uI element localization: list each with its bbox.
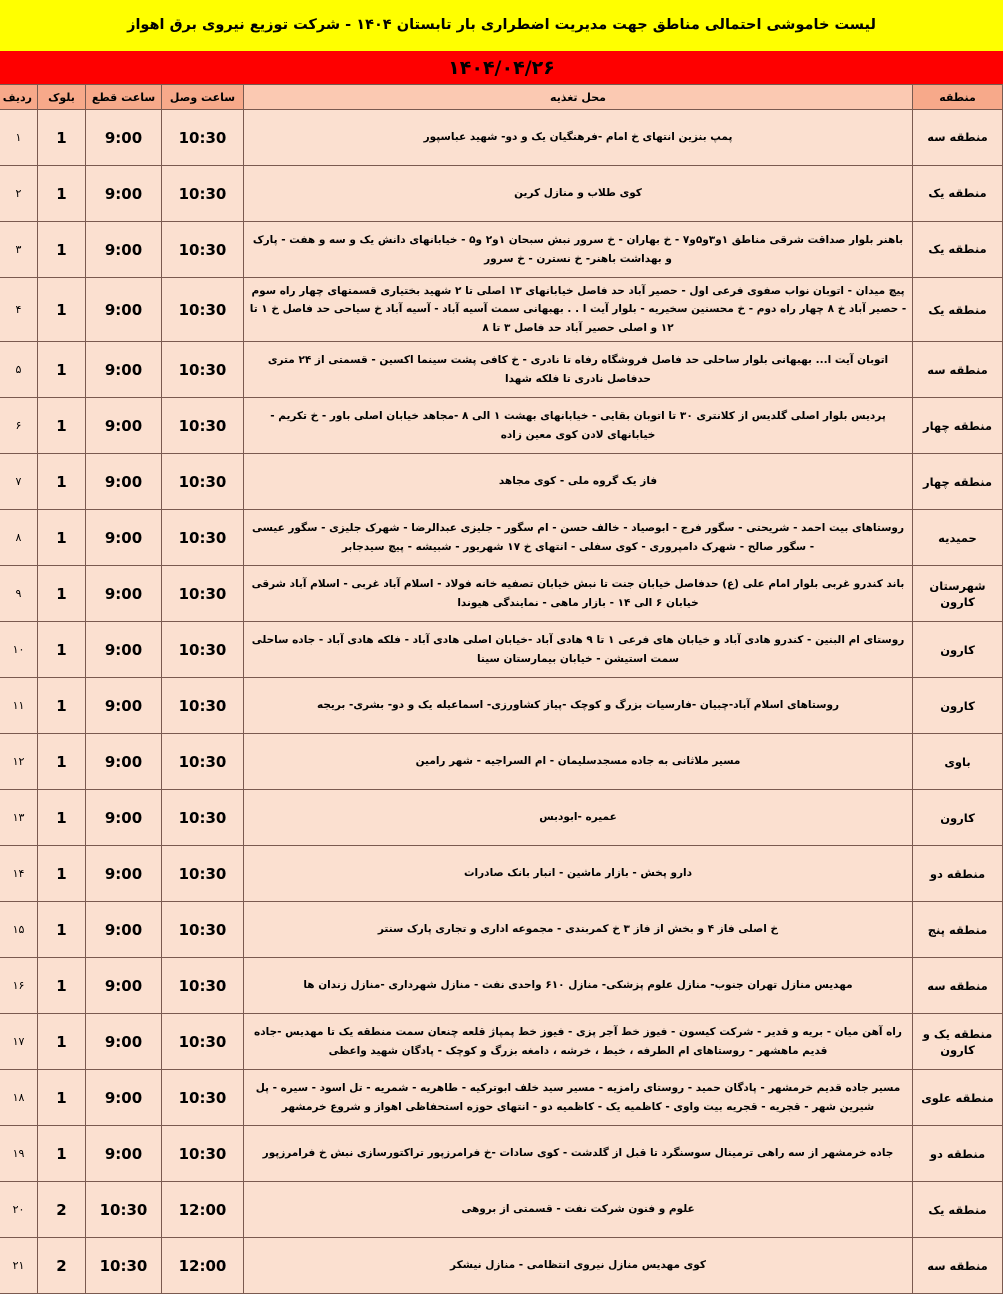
cell-on-time: 10:30: [162, 510, 244, 566]
cell-feed-location: مهدیس منازل تهران جنوب- منازل علوم پزشکی- منازل ۶۱۰ واحدی نفت - منازل شهرداری -منازل زندان ها: [244, 958, 913, 1014]
cell-off-time: 9:00: [86, 454, 162, 510]
cell-feed-location: دارو پخش - بازار ماشین - انبار بانک صادرات: [244, 846, 913, 902]
cell-region: منطقه سه: [913, 958, 1003, 1014]
cell-on-time: 10:30: [162, 398, 244, 454]
table-row: [0, 1070, 1003, 1126]
cell-off-time: 9:00: [86, 734, 162, 790]
column-header-region: منطقه: [913, 85, 1003, 110]
cell-block: 1: [38, 734, 86, 790]
cell-block: 1: [38, 110, 86, 166]
cell-feed-location: مسیر ملاثانی به جاده مسجدسلیمان - ام السراجیه - شهر رامین: [244, 734, 913, 790]
cell-off-time: 9:00: [86, 622, 162, 678]
cell-on-time: 10:30: [162, 958, 244, 1014]
cell-region: شهرستان کارون: [913, 566, 1003, 622]
schedule-date: ۱۴۰۴/۰۴/۲۶: [448, 56, 555, 79]
cell-on-time: 10:30: [162, 734, 244, 790]
cell-row-number: ۱۳: [0, 790, 38, 846]
cell-block: 1: [38, 454, 86, 510]
cell-block: 1: [38, 166, 86, 222]
cell-row-number: ۲۱: [0, 1238, 38, 1294]
cell-feed-location: روستاهای بیت احمد - شریحتی - سگور فرج - ابوصیاد - خالف حسن - ام سگور - جلیزی عبدالرضا - شهرک جلیزی - سگور عیسی - سگور صالح - شهرک دامپروری - کوی سفلی - انتهای خ ۱۷ شهریور - شبیشه - پیچ سیدجابر: [244, 510, 913, 566]
cell-feed-location: اتوبان آیت ا... بهبهانی بلوار ساحلی حد فاصل فروشگاه رفاه تا نادری - خ کافی پشت سینما اکسین - قسمتی از ۲۴ متری حدفاصل نادری تا فلکه شهدا: [244, 342, 913, 398]
cell-row-number: ۱۰: [0, 622, 38, 678]
cell-off-time: 9:00: [86, 678, 162, 734]
table-row: [0, 566, 1003, 622]
date-banner: [0, 51, 1003, 84]
column-header-off-time: ساعت قطع: [86, 85, 162, 110]
table-row: [0, 222, 1003, 278]
cell-row-number: ۱۸: [0, 1070, 38, 1126]
cell-region: منطقه چهار: [913, 398, 1003, 454]
table-row: [0, 1238, 1003, 1294]
cell-on-time: 12:00: [162, 1238, 244, 1294]
cell-region: کارون: [913, 622, 1003, 678]
cell-row-number: ۱۵: [0, 902, 38, 958]
cell-feed-location: روستای ام البنین - کندرو هادی آباد و خیابان های فرعی ۱ تا ۹ هادی آباد -خیابان اصلی هادی آباد - فلکه هادی آباد - جاده ساحلی سمت استیشن - خیابان بیمارستان سینا: [244, 622, 913, 678]
cell-region: کارون: [913, 678, 1003, 734]
cell-block: 1: [38, 1070, 86, 1126]
cell-off-time: 9:00: [86, 958, 162, 1014]
cell-row-number: ۱۶: [0, 958, 38, 1014]
cell-feed-location: خ اصلی فاز ۴ و بخش از فاز ۳ خ کمربندی - مجموعه اداری و تجاری پارک سنتر: [244, 902, 913, 958]
cell-block: 1: [38, 398, 86, 454]
cell-on-time: 10:30: [162, 902, 244, 958]
cell-on-time: 10:30: [162, 278, 244, 342]
cell-block: 1: [38, 342, 86, 398]
cell-off-time: 9:00: [86, 166, 162, 222]
cell-region: منطقه یک: [913, 222, 1003, 278]
title-banner: [0, 0, 1003, 51]
table-row: [0, 958, 1003, 1014]
cell-region: منطقه یک: [913, 278, 1003, 342]
table-row: [0, 110, 1003, 166]
cell-on-time: 10:30: [162, 678, 244, 734]
table-row: [0, 166, 1003, 222]
table-row: [0, 1182, 1003, 1238]
table-header-row: [0, 85, 1003, 110]
table-row: [0, 734, 1003, 790]
cell-region: حمیدیه: [913, 510, 1003, 566]
cell-off-time: 9:00: [86, 902, 162, 958]
cell-feed-location: عمیره -ابودبس: [244, 790, 913, 846]
cell-off-time: 9:00: [86, 342, 162, 398]
cell-block: 1: [38, 958, 86, 1014]
cell-on-time: 10:30: [162, 454, 244, 510]
cell-block: 1: [38, 1126, 86, 1182]
cell-row-number: ۲۰: [0, 1182, 38, 1238]
cell-block: 1: [38, 678, 86, 734]
cell-on-time: 10:30: [162, 342, 244, 398]
cell-region: منطقه دو: [913, 846, 1003, 902]
cell-region: منطقه سه: [913, 1238, 1003, 1294]
cell-block: 1: [38, 278, 86, 342]
cell-row-number: ۷: [0, 454, 38, 510]
cell-off-time: 9:00: [86, 510, 162, 566]
cell-block: 1: [38, 790, 86, 846]
cell-region: منطقه سه: [913, 110, 1003, 166]
table-row: [0, 454, 1003, 510]
cell-block: 1: [38, 566, 86, 622]
cell-off-time: 9:00: [86, 278, 162, 342]
column-header-block: بلوک: [38, 85, 86, 110]
cell-off-time: 9:00: [86, 566, 162, 622]
cell-region: منطقه چهار: [913, 454, 1003, 510]
table-row: [0, 846, 1003, 902]
cell-feed-location: جاده خرمشهر از سه راهی ترمینال سوسنگرد تا قبل از گلدشت - کوی سادات -خ فرامرزپور تراکتورسازی نبش خ فرامرزپور: [244, 1126, 913, 1182]
table-row: [0, 902, 1003, 958]
cell-on-time: 10:30: [162, 846, 244, 902]
cell-row-number: ۳: [0, 222, 38, 278]
cell-block: 2: [38, 1238, 86, 1294]
cell-off-time: 9:00: [86, 222, 162, 278]
cell-off-time: 10:30: [86, 1182, 162, 1238]
cell-off-time: 9:00: [86, 110, 162, 166]
cell-off-time: 9:00: [86, 790, 162, 846]
cell-feed-location: فاز یک گروه ملی - کوی مجاهد: [244, 454, 913, 510]
cell-on-time: 10:30: [162, 166, 244, 222]
cell-region: منطقه یک و کارون: [913, 1014, 1003, 1070]
cell-feed-location: باند کندرو غربی بلوار امام علی (ع) حدفاصل خیابان جنت تا نبش خیابان تصفیه خانه فولاد - اسلام آباد غربی - اسلام آباد شرقی خیابان ۶ الی ۱۴ - بازار ماهی - نمایندگی هیوندا: [244, 566, 913, 622]
cell-row-number: ۱۷: [0, 1014, 38, 1070]
cell-region: منطقه سه: [913, 342, 1003, 398]
cell-region: کارون: [913, 790, 1003, 846]
cell-feed-location: پمپ بنزین انتهای خ امام -فرهنگیان یک و دو- شهید عباسپور: [244, 110, 913, 166]
cell-row-number: ۶: [0, 398, 38, 454]
cell-feed-location: راه آهن میان - بریه و قدیر - شرکت کیسون - فیوز خط آجر پزی - فیوز خط پمپاژ قلعه چنعان سمت منطقه یک تا مهدیس -جاده قدیم ماهشهر - روستاهای ام الطرفه ، خیط ، خرشه ، دامغه بزرگ و کوچک - پادگان شهید واعظی: [244, 1014, 913, 1070]
cell-on-time: 10:30: [162, 1070, 244, 1126]
table-row: [0, 622, 1003, 678]
cell-block: 2: [38, 1182, 86, 1238]
table-row: [0, 1126, 1003, 1182]
table-row: [0, 790, 1003, 846]
cell-region: منطقه یک: [913, 166, 1003, 222]
outage-table: [0, 84, 1003, 1294]
cell-feed-location: کوی طلاب و منازل کرین: [244, 166, 913, 222]
cell-row-number: ۵: [0, 342, 38, 398]
cell-row-number: ۱۹: [0, 1126, 38, 1182]
cell-block: 1: [38, 902, 86, 958]
cell-row-number: ۱۲: [0, 734, 38, 790]
cell-row-number: ۲: [0, 166, 38, 222]
cell-row-number: ۴: [0, 278, 38, 342]
cell-off-time: 9:00: [86, 846, 162, 902]
cell-row-number: ۱: [0, 110, 38, 166]
cell-on-time: 10:30: [162, 790, 244, 846]
cell-region: منطقه دو: [913, 1126, 1003, 1182]
cell-block: 1: [38, 222, 86, 278]
column-header-row-number: ردیف: [0, 85, 38, 110]
table-row: [0, 1014, 1003, 1070]
cell-on-time: 10:30: [162, 622, 244, 678]
table-body: [0, 110, 1003, 1294]
table-row: [0, 398, 1003, 454]
cell-region: منطقه یک: [913, 1182, 1003, 1238]
cell-block: 1: [38, 622, 86, 678]
table-header: [0, 85, 1003, 110]
table-row: [0, 510, 1003, 566]
cell-on-time: 10:30: [162, 1014, 244, 1070]
table-row: [0, 278, 1003, 342]
cell-on-time: 10:30: [162, 566, 244, 622]
cell-row-number: ۱۴: [0, 846, 38, 902]
cell-region: منطقه علوی: [913, 1070, 1003, 1126]
cell-feed-location: کوی مهدیس منازل نیروی انتظامی - منازل نیشکر: [244, 1238, 913, 1294]
cell-feed-location: پردیس بلوار اصلی گلدیس از کلانتری ۳۰ تا اتوبان بقایی - خیابانهای بهشت ۱ الی ۸ -مجاهد خیابان اصلی باور - خ تکریم - خیابانهای لادن کوی معین زاده: [244, 398, 913, 454]
cell-row-number: ۸: [0, 510, 38, 566]
cell-on-time: 10:30: [162, 222, 244, 278]
cell-block: 1: [38, 1014, 86, 1070]
column-header-feed-location: محل تغذیه: [244, 85, 913, 110]
cell-on-time: 12:00: [162, 1182, 244, 1238]
cell-region: منطقه پنج: [913, 902, 1003, 958]
page-title: لیست خاموشی احتمالی مناطق جهت مدیریت اضطراری بار تابستان ۱۴۰۴ - شرکت توزیع نیروی برق اهواز: [127, 16, 876, 33]
cell-block: 1: [38, 846, 86, 902]
cell-off-time: 10:30: [86, 1238, 162, 1294]
table-row: [0, 678, 1003, 734]
cell-on-time: 10:30: [162, 110, 244, 166]
cell-off-time: 9:00: [86, 1070, 162, 1126]
cell-feed-location: باهنر بلوار صداقت شرقی مناطق ۱و۳و۵و۷ - خ بهاران - خ سرور نبش سبحان ۱و۲ و۵ - خیابانهای دانش یک و سه و هفت - پارک و بهداشت باهنر- خ نسترن - خ سرور: [244, 222, 913, 278]
cell-off-time: 9:00: [86, 1014, 162, 1070]
table-row: [0, 342, 1003, 398]
cell-feed-location: علوم و فنون شرکت نفت - قسمتی از بروهی: [244, 1182, 913, 1238]
cell-off-time: 9:00: [86, 398, 162, 454]
cell-feed-location: مسیر جاده قدیم خرمشهر - پادگان حمید - روستای رامزیه - مسیر سید خلف ابوترکیه - طاهریه - شمریه - تل اسود - سیره - پل شیرین شهر - قجریه - قجریه بیت واوی - کاظمیه یک - کاظمیه دو - انتهای حوزه استحفاظی اهواز و شروع خرمشهر: [244, 1070, 913, 1126]
column-header-on-time: ساعت وصل: [162, 85, 244, 110]
cell-on-time: 10:30: [162, 1126, 244, 1182]
cell-row-number: ۹: [0, 566, 38, 622]
cell-block: 1: [38, 510, 86, 566]
cell-feed-location: روستاهای اسلام آباد-چبیان -فارسیات بزرگ و کوچک -پیاز کشاورزی- اسماعیله یک و دو- بشری- بریجه: [244, 678, 913, 734]
cell-feed-location: پیچ میدان - اتوبان نواب صفوی فرعی اول - حصیر آباد حد فاصل خیابانهای ۱۳ اصلی تا ۲ شهید بختیاری قسمتهای چهار راه سوم - حصیر آباد خ ۸ چهار راه دوم - خ محسنین سخیریه - بلوار آیت ا . . بهبهانی سمت آسیه آباد - آسیه آباد خ سیاحی حد فاصل خ ۱ تا ۱۲ و اصلی حصیر آباد حد فاصل ۳ تا ۸: [244, 278, 913, 342]
cell-row-number: ۱۱: [0, 678, 38, 734]
cell-region: باوی: [913, 734, 1003, 790]
cell-off-time: 9:00: [86, 1126, 162, 1182]
